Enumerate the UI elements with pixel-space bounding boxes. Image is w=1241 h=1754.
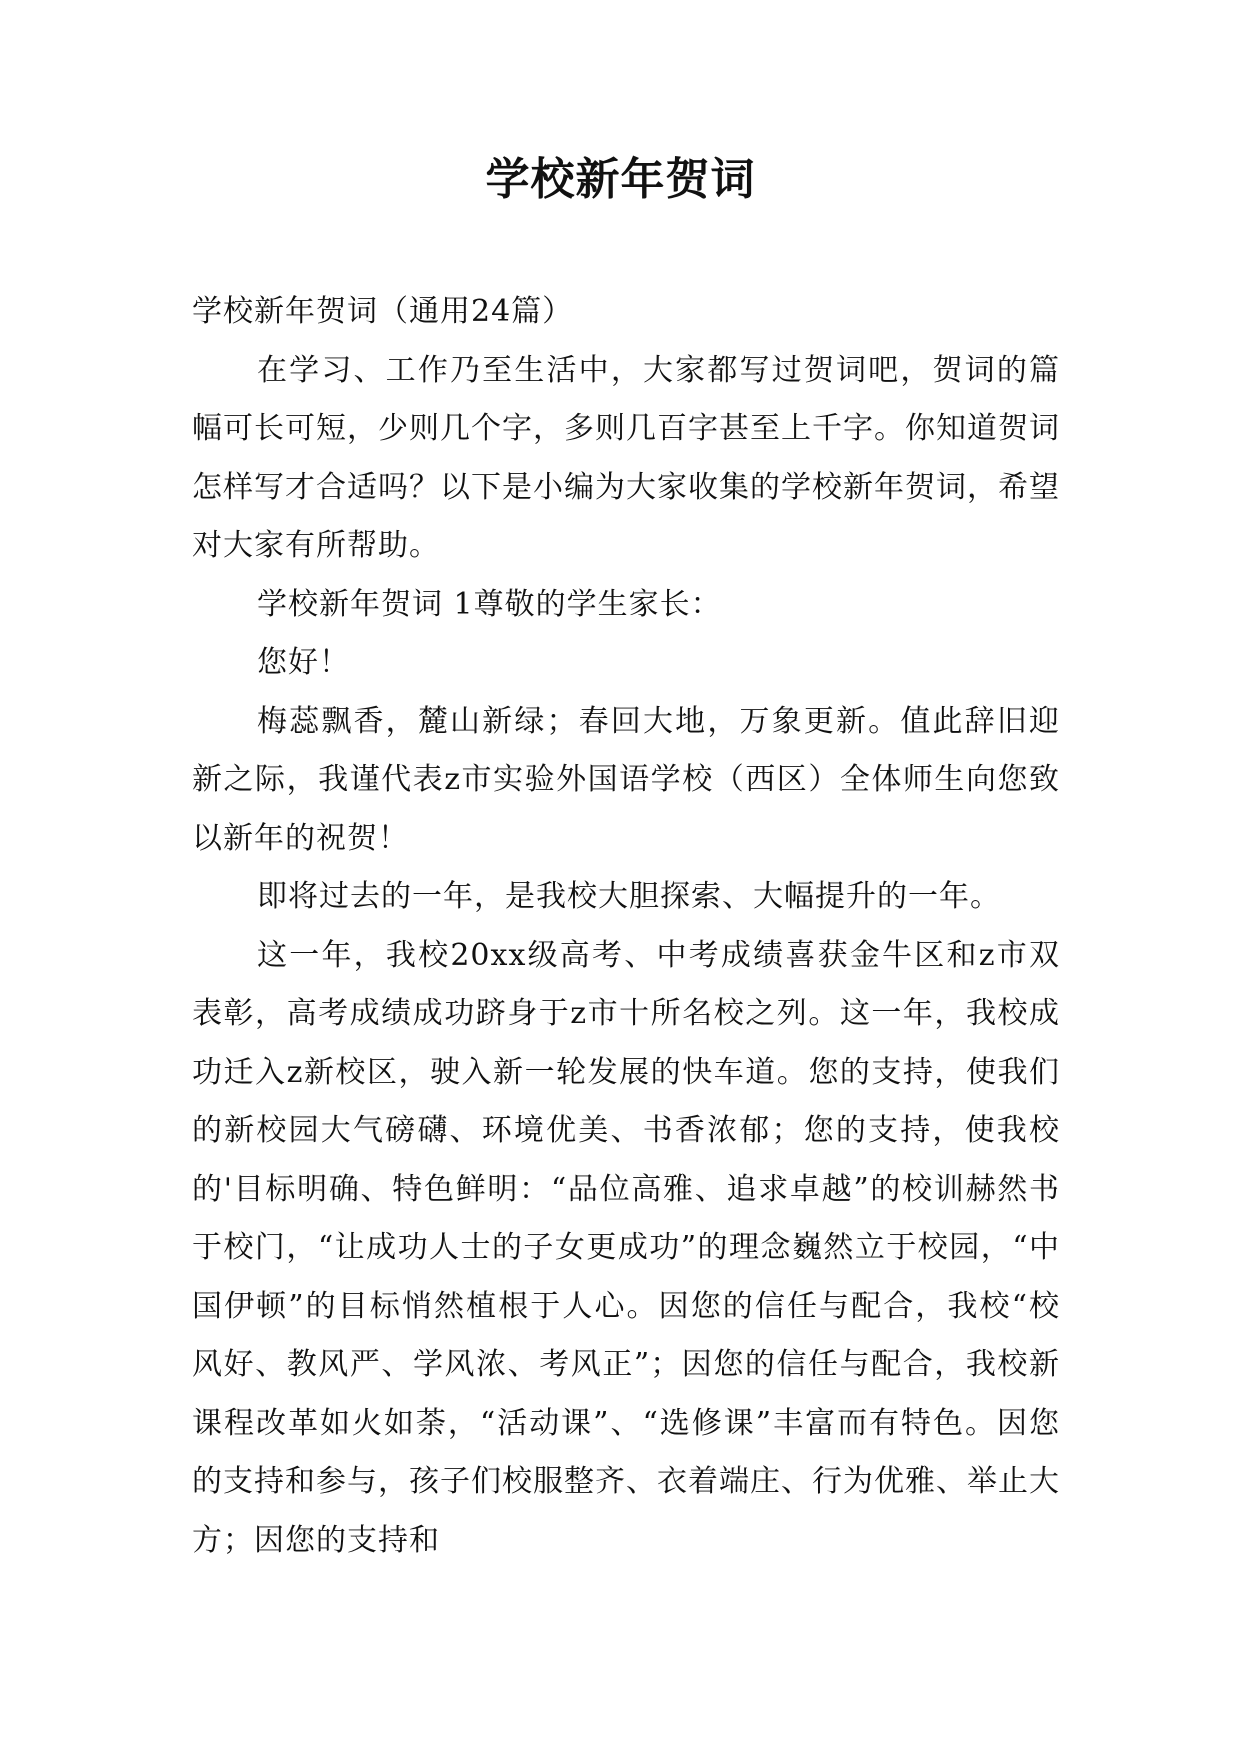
achievements-paragraph: 这一年，我校20xx级高考、中考成绩喜获金牛区和z市双表彰，高考成绩成功跻身于z市十所名校之列。这一年，我校成功迁入z新校区，驶入新一轮发展的快车道。您的支持，使我们的新校园大气磅礴、环境优美、书香浓郁；您的支持，使我校的'目标明确、特色鲜明：“品位高雅、追求卓越”的校训赫然书于校门，“让成功人士的子女更成功”的理念巍然立于校园，“中国伊顿”的目标悄然植根于人心。因您的信任与配合，我校“校风好、教风严、学风浓、考风正”；因您的信任与配合，我校新课程改革如火如荼，“活动课”、“选修课”丰富而有特色。因您的支持和参与，孩子们校服整齐、衣着端庄、行为优雅、举止大方；因您的支持和 bbox=[192, 937, 1060, 1558]
year-summary-paragraph: 即将过去的一年，是我校大胆探索、大幅提升的一年。 bbox=[257, 879, 1001, 914]
salutation-paragraph: 您好！ bbox=[257, 645, 350, 680]
greeting-heading-paragraph: 学校新年贺词 1尊敬的学生家长： bbox=[257, 586, 722, 622]
subtitle-paragraph: 学校新年贺词（通用24篇） bbox=[192, 294, 574, 329]
document-body bbox=[192, 283, 1060, 1570]
intro-paragraph: 在学习、工作乃至生活中，大家都写过贺词吧，贺词的篇幅可长可短，少则几个字，多则几百字甚至上千字。你知道贺词怎样写才合适吗？以下是小编为大家收集的学校新年贺词，希望对大家有所帮助。 bbox=[192, 352, 1060, 563]
new-year-wishes-paragraph: 梅蕊飘香，麓山新绿；春回大地，万象更新。值此辞旧迎新之际，我谨代表z市实验外国语学校（西区）全体师生向您致以新年的祝贺！ bbox=[192, 703, 1060, 856]
document-title: 学校新年贺词 bbox=[485, 154, 756, 205]
